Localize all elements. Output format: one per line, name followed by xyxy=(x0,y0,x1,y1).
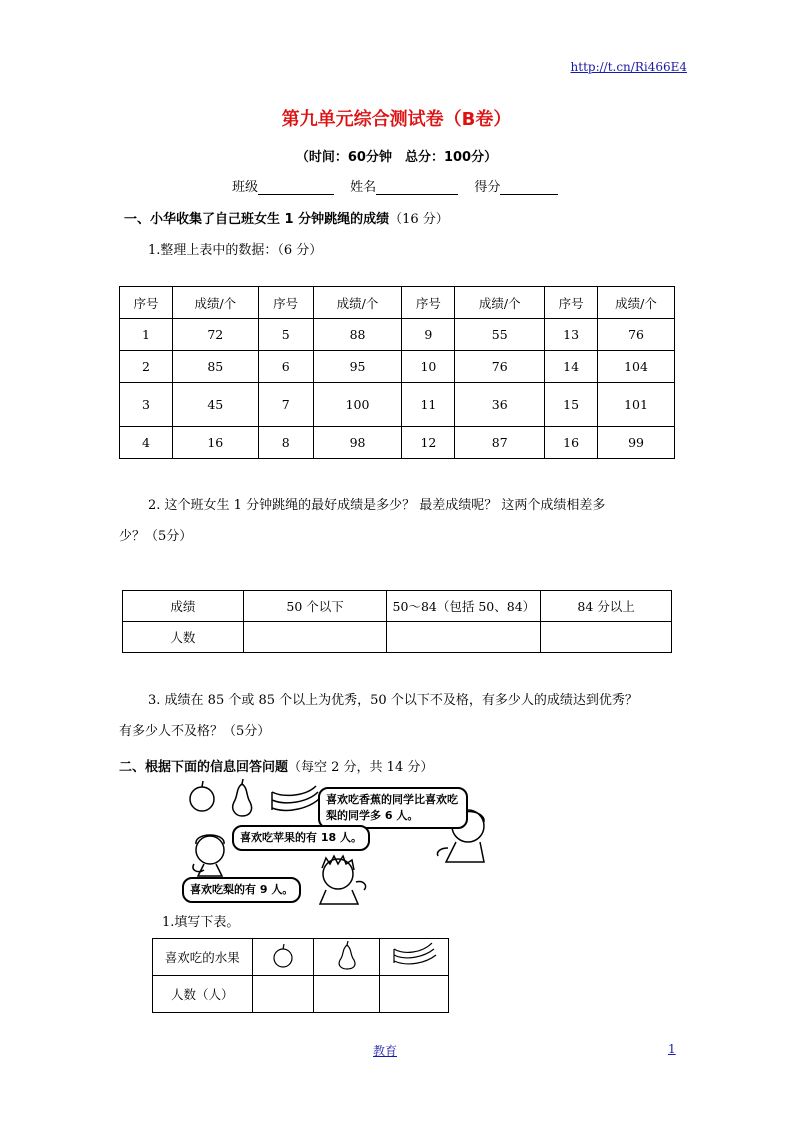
table-cell: 16 xyxy=(172,427,258,459)
header-link[interactable]: http://t.cn/Ri466E4 xyxy=(570,60,687,74)
banana-icon xyxy=(390,941,438,971)
speech-bubble-pear: 喜欢吃梨的有 9 人。 xyxy=(182,877,301,903)
table-cell: 104 xyxy=(598,351,675,383)
answer-cell[interactable] xyxy=(252,976,314,1013)
girl-icon xyxy=(193,835,224,876)
pear-icon xyxy=(333,941,361,971)
score-label: 得分 xyxy=(474,180,501,195)
section1-q1: 1.整理上表中的数据：（6 分） xyxy=(148,243,323,258)
answer-cell[interactable] xyxy=(541,622,672,653)
banana-cell xyxy=(380,939,449,976)
class-field[interactable] xyxy=(258,180,334,195)
section1-q2-line1: 2. 这个班女生 1 分钟跳绳的最好成绩是多少？ 最差成绩呢？ 这两个成绩相差多 xyxy=(148,498,606,513)
table-cell: 45 xyxy=(172,383,258,427)
page-subtitle: （时间：60分钟 总分：100分） xyxy=(295,150,498,165)
header-cell: 84 分以上 xyxy=(541,591,672,622)
table-row xyxy=(120,319,675,351)
footer-link[interactable]: 教育 xyxy=(373,1044,398,1058)
table-cell: 15 xyxy=(545,383,598,427)
header-cell: 序号 xyxy=(258,287,313,319)
pear-cell xyxy=(314,939,380,976)
scores-table-header xyxy=(120,287,675,319)
table-row xyxy=(120,351,675,383)
header-cell: 序号 xyxy=(120,287,173,319)
score-field[interactable] xyxy=(500,180,558,195)
apple-icon xyxy=(190,781,214,811)
section1-points: （16 分） xyxy=(389,212,449,227)
info-line xyxy=(232,176,558,195)
pear-icon xyxy=(233,779,252,816)
table-cell: 8 xyxy=(258,427,313,459)
section2-heading-text: 二、根据下面的信息回答问题 xyxy=(119,760,289,775)
distribution-table xyxy=(122,590,672,653)
header-cell: 50～84（包括 50、84） xyxy=(387,591,541,622)
section2-points: （每空 2 分，共 14 分） xyxy=(288,760,434,775)
table-cell: 100 xyxy=(313,383,402,427)
table-cell: 55 xyxy=(455,319,545,351)
table-cell: 9 xyxy=(402,319,455,351)
name-field[interactable] xyxy=(376,180,458,195)
table-row xyxy=(120,383,675,427)
row-label: 喜欢吃的水果 xyxy=(153,939,253,976)
answer-cell[interactable] xyxy=(314,976,380,1013)
banana-icon xyxy=(272,786,320,810)
table-row xyxy=(120,427,675,459)
answer-cell[interactable] xyxy=(387,622,541,653)
row-label: 人数（人） xyxy=(153,976,253,1013)
header-cell: 成绩/个 xyxy=(598,287,675,319)
section1-heading-text: 一、小华收集了自己班女生 1 分钟跳绳的成绩 xyxy=(124,212,390,227)
table-cell: 14 xyxy=(545,351,598,383)
name-label: 姓名 xyxy=(350,180,377,195)
section2-heading xyxy=(119,756,433,775)
table-cell: 5 xyxy=(258,319,313,351)
scores-table xyxy=(119,286,675,459)
table-cell: 98 xyxy=(313,427,402,459)
table-cell: 95 xyxy=(313,351,402,383)
table-cell: 13 xyxy=(545,319,598,351)
section1-q3-line1: 3. 成绩在 85 个或 85 个以上为优秀，50 个以下不及格，有多少人的成绩达到优秀？ xyxy=(148,693,638,708)
table-cell: 101 xyxy=(598,383,675,427)
section1-q3-line2: 有多少人不及格？（5分） xyxy=(119,724,271,739)
row-label: 人数 xyxy=(123,622,244,653)
header-cell: 成绩/个 xyxy=(313,287,402,319)
header-cell: 序号 xyxy=(545,287,598,319)
table-cell: 3 xyxy=(120,383,173,427)
table-cell: 88 xyxy=(313,319,402,351)
apple-cell xyxy=(252,939,314,976)
answer-cell[interactable] xyxy=(243,622,387,653)
table-cell: 6 xyxy=(258,351,313,383)
table-row xyxy=(123,622,672,653)
header-cell: 成绩 xyxy=(123,591,244,622)
distribution-table-header xyxy=(123,591,672,622)
class-label: 班级 xyxy=(232,180,259,195)
header-cell: 序号 xyxy=(402,287,455,319)
speech-bubble-banana: 喜欢吃香蕉的同学比喜欢吃梨的同学多 6 人。 xyxy=(318,787,468,829)
table-row xyxy=(153,976,449,1013)
table-cell: 2 xyxy=(120,351,173,383)
table-cell: 7 xyxy=(258,383,313,427)
table-cell: 11 xyxy=(402,383,455,427)
table-cell: 1 xyxy=(120,319,173,351)
table-cell: 16 xyxy=(545,427,598,459)
table-cell: 76 xyxy=(598,319,675,351)
boy-icon xyxy=(320,856,366,904)
table-cell: 72 xyxy=(172,319,258,351)
table-cell: 12 xyxy=(402,427,455,459)
speech-bubble-apple: 喜欢吃苹果的有 18 人。 xyxy=(232,825,370,851)
fruit-table-header xyxy=(153,939,449,976)
fruit-table xyxy=(152,938,449,1013)
table-cell: 10 xyxy=(402,351,455,383)
table-cell: 4 xyxy=(120,427,173,459)
header-cell: 成绩/个 xyxy=(455,287,545,319)
section1-heading xyxy=(124,208,449,227)
header-cell: 50 个以下 xyxy=(243,591,387,622)
section1-q2-line2: 少？（5分） xyxy=(119,529,193,544)
table-cell: 85 xyxy=(172,351,258,383)
answer-cell[interactable] xyxy=(380,976,449,1013)
page-title: 第九单元综合测试卷（B卷） xyxy=(281,109,512,130)
table-cell: 87 xyxy=(455,427,545,459)
header-cell: 成绩/个 xyxy=(172,287,258,319)
section2-q1: 1.填写下表。 xyxy=(162,915,240,930)
apple-icon xyxy=(269,943,297,969)
table-cell: 36 xyxy=(455,383,545,427)
table-cell: 76 xyxy=(455,351,545,383)
page-number: 1 xyxy=(668,1042,676,1056)
table-cell: 99 xyxy=(598,427,675,459)
